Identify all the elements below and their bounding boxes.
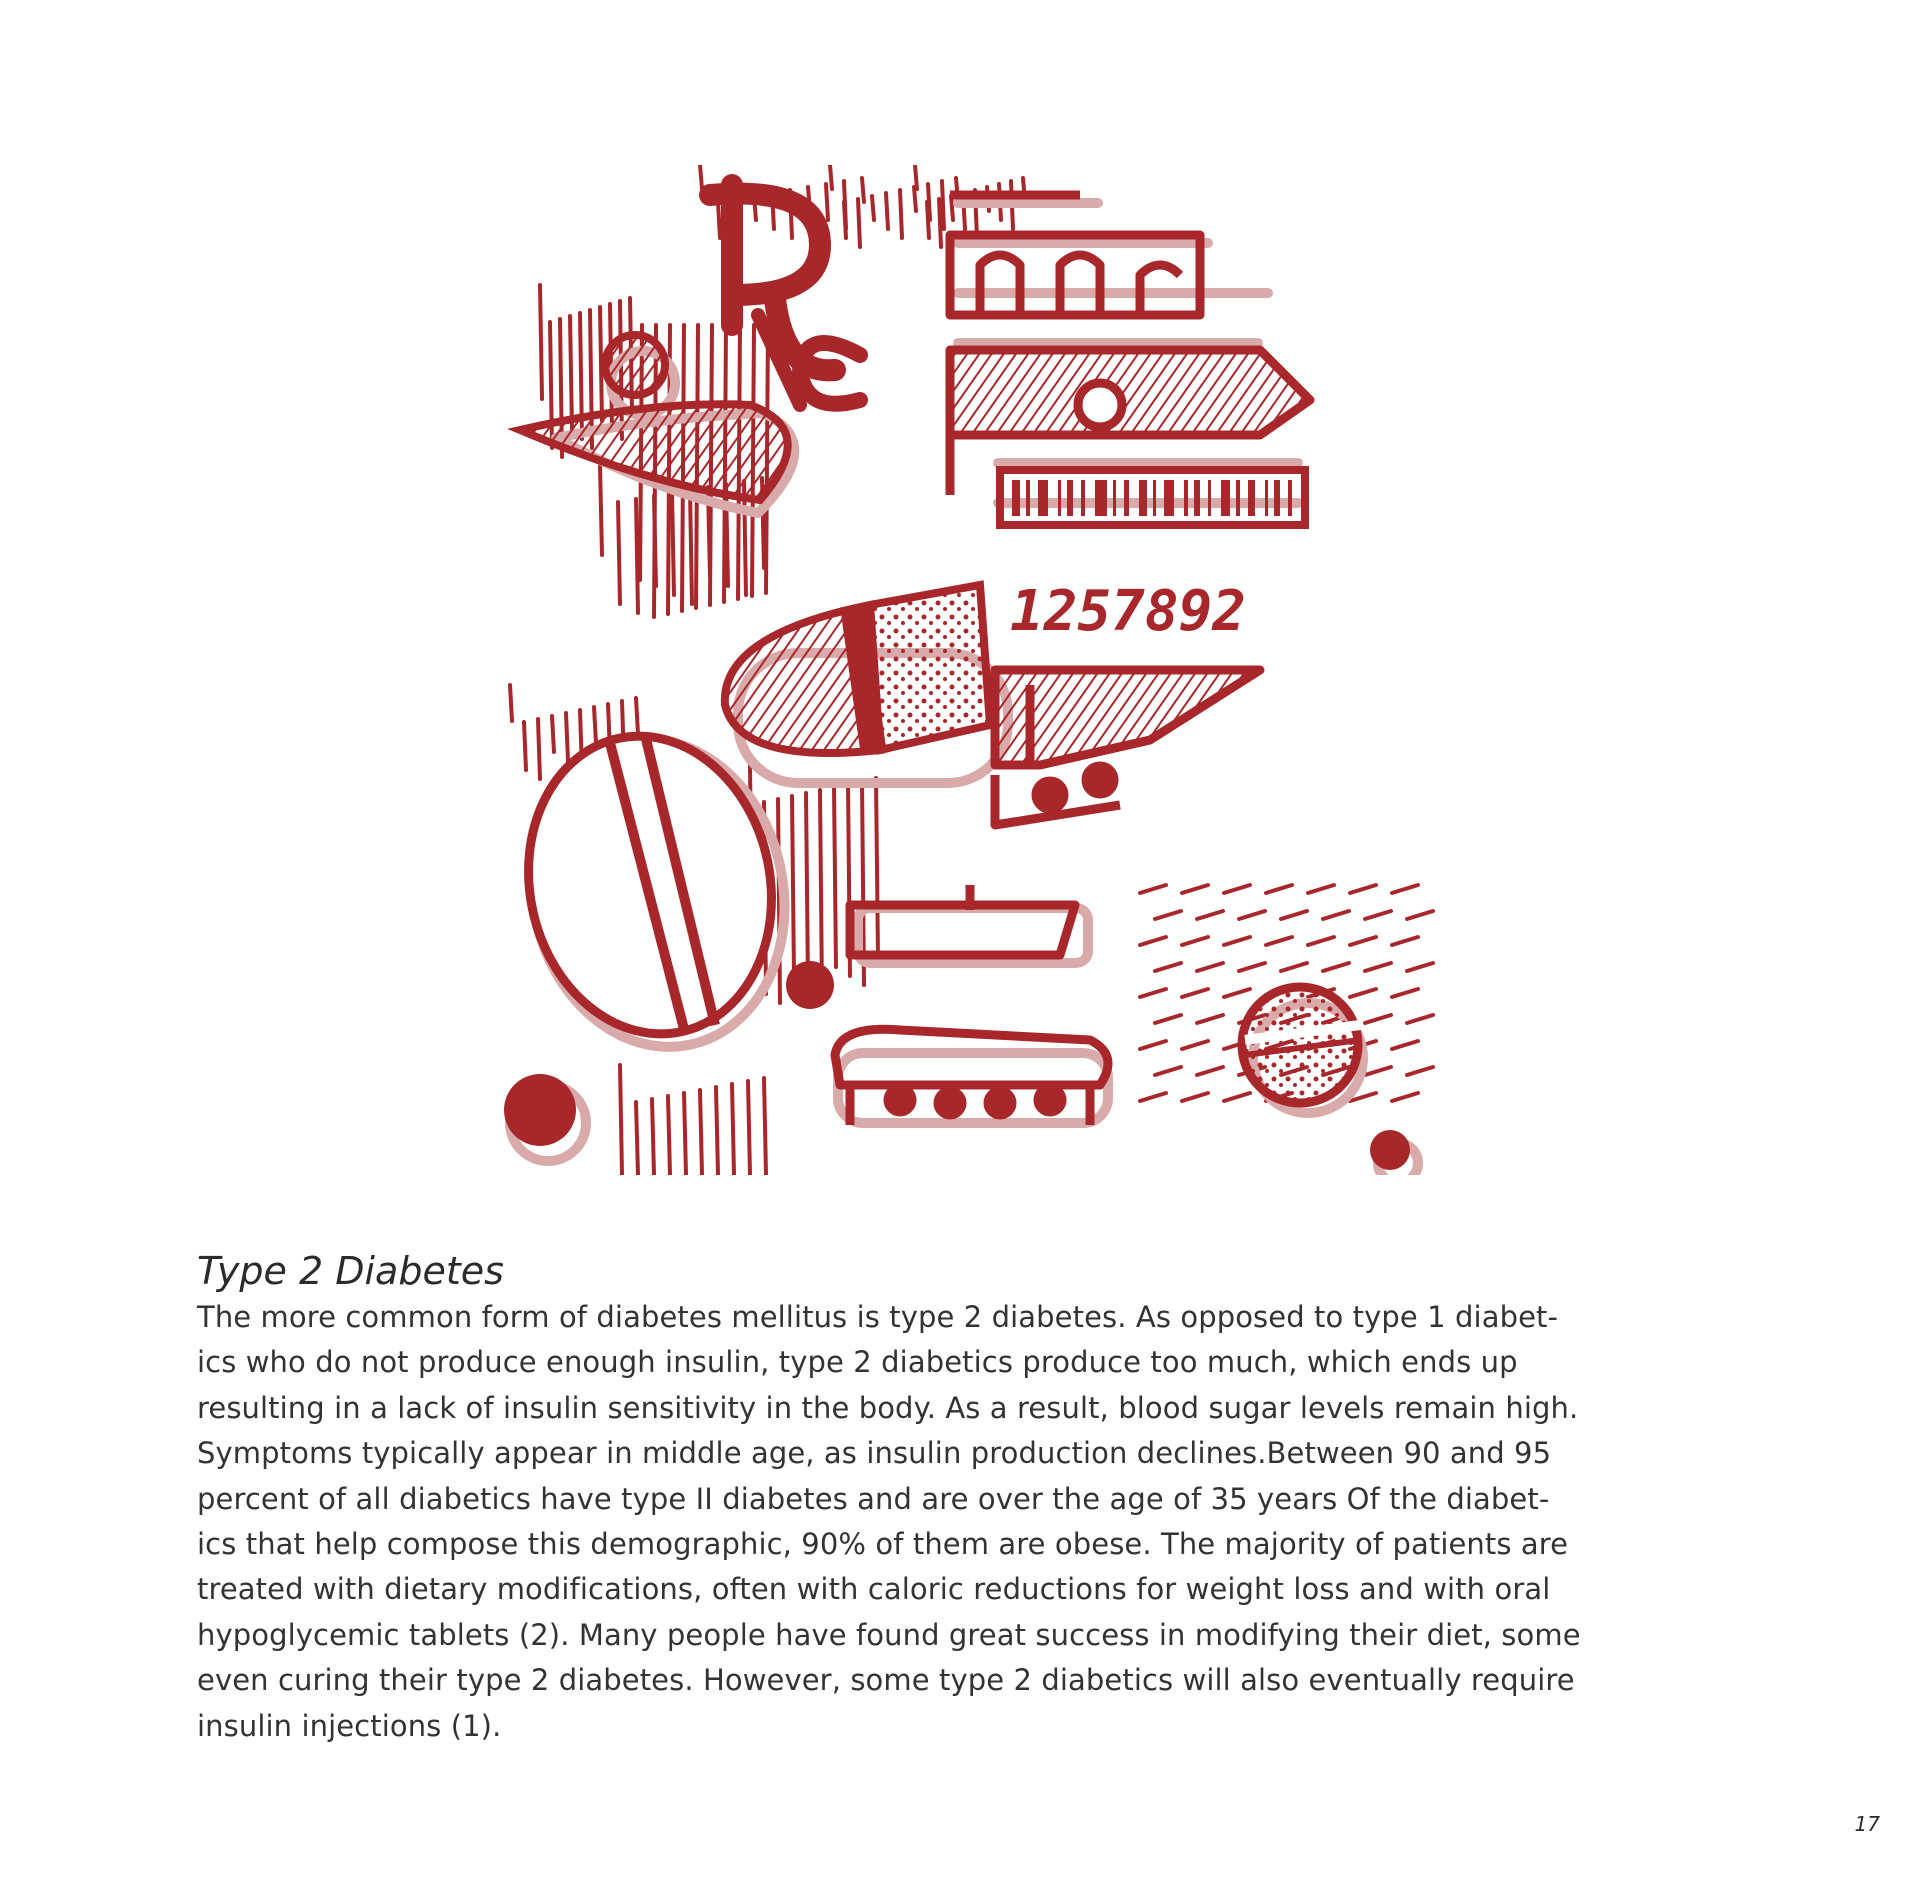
page-number: 17 (1854, 1812, 1880, 1836)
sketch-stroke (826, 184, 828, 220)
sketch-dash (1407, 1067, 1433, 1075)
sketch-stroke (538, 719, 540, 779)
sketch-dash (1155, 1067, 1181, 1075)
barcode-bar (1248, 480, 1255, 516)
barcode-bar (1164, 480, 1174, 516)
barcode-bar (1058, 480, 1061, 516)
sketch-dash (1224, 885, 1250, 893)
sketch-dash (1365, 963, 1391, 971)
sketch-dash (1392, 1041, 1418, 1049)
barcode-number: 1257892 (1010, 579, 1247, 644)
barcode-bar (1038, 480, 1048, 516)
sketch-dash (1140, 937, 1166, 945)
sketch-dash (1182, 937, 1208, 945)
round-pill-icon (1242, 987, 1360, 1103)
sketch-dash (1140, 885, 1166, 893)
sketch-stroke (886, 193, 888, 229)
sketch-dash (1407, 911, 1433, 919)
barcode-bar (1113, 480, 1116, 516)
article-title: Type 2 Diabetes (197, 1249, 504, 1293)
sketch-stroke (915, 165, 917, 189)
sketch-dash (1155, 911, 1181, 919)
sketch-stroke (594, 707, 596, 743)
barcode-icon (1000, 470, 1305, 525)
sketch-stroke (620, 1065, 622, 1175)
sketch-dash (1197, 911, 1223, 919)
sketch-stroke (540, 285, 542, 399)
article (197, 1247, 1797, 1749)
sketch-stroke (876, 778, 878, 958)
sketch-dash (1239, 911, 1265, 919)
sketch-stroke (716, 1087, 718, 1175)
sketch-dash (1281, 963, 1307, 971)
sketch-stroke (684, 1093, 686, 1175)
sketch-dash (1140, 1041, 1166, 1049)
sketch-stroke (872, 196, 874, 220)
sketch-stroke (830, 165, 832, 189)
sketch-stroke (652, 1099, 654, 1175)
barcode-bar (1194, 480, 1200, 516)
barcode-bar (1026, 480, 1030, 516)
sketch-dash (1239, 963, 1265, 971)
sketch-dash (1182, 885, 1208, 893)
sketch-dash (1350, 989, 1376, 997)
sketch-dash (1365, 1015, 1391, 1023)
sketch-stroke (690, 490, 692, 604)
sketch-stroke (566, 713, 568, 761)
barcode-bar (1265, 480, 1268, 516)
sketch-stroke (748, 1081, 750, 1175)
sketch-stroke (600, 465, 602, 555)
sketch-stroke (834, 787, 836, 967)
sketch-dash (1182, 1041, 1208, 1049)
sketch-stroke (700, 165, 702, 189)
barcode-bar (1067, 480, 1073, 516)
sketch-stroke (636, 499, 638, 613)
sketch-dash (1281, 911, 1307, 919)
sketch-dash (1182, 989, 1208, 997)
barcode-bar (1208, 480, 1211, 516)
sketch-stroke (858, 199, 860, 247)
sketch-dash (1365, 911, 1391, 919)
sketch-stroke (524, 722, 526, 770)
sketch-dash (1197, 963, 1223, 971)
sketch-dash (1140, 1093, 1166, 1101)
rx-icon (710, 185, 860, 405)
sketch-dash (1224, 1093, 1250, 1101)
sketch-dash (1392, 1093, 1418, 1101)
sketch-dash (1308, 937, 1334, 945)
sketch-stroke (510, 685, 512, 721)
sketch-dash (1266, 937, 1292, 945)
sketch-dash (1392, 989, 1418, 997)
sketch-stroke (939, 199, 941, 247)
sketch-dash (1392, 937, 1418, 945)
sketch-dash (1266, 885, 1292, 893)
sketch-stroke (718, 202, 720, 238)
sketch-stroke (672, 493, 674, 595)
sketch-stroke (552, 716, 554, 752)
sketch-dash (1224, 937, 1250, 945)
sketch-stroke (732, 1084, 734, 1175)
barcode-bar (1274, 480, 1280, 516)
barcode-bar (1081, 480, 1085, 516)
sketch-dash (1155, 1015, 1181, 1023)
sketch-dash (1140, 989, 1166, 997)
sketch-dash (1350, 937, 1376, 945)
sketch-stroke (900, 190, 902, 238)
sketch-dash (1350, 885, 1376, 893)
sketch-stroke (806, 793, 808, 985)
sketch-stroke (570, 316, 572, 430)
sketch-dash (1407, 1015, 1433, 1023)
sketch-stroke (942, 181, 944, 229)
sketch-stroke (862, 178, 864, 202)
sketch-stroke (618, 502, 620, 604)
sketch-dash (1308, 885, 1334, 893)
barcode-bar (1153, 480, 1156, 516)
barcode-bar (1095, 480, 1107, 516)
sketch-stroke (636, 1102, 638, 1175)
sketch-stroke (927, 202, 929, 238)
sketch-stroke (951, 196, 953, 220)
sketch-dash (1392, 885, 1418, 893)
barcode-bar (1288, 480, 1292, 516)
barcode-bar (1236, 480, 1240, 516)
sketch-stroke (792, 796, 794, 976)
sketch-dash (1197, 1067, 1223, 1075)
article-body: The more common form of diabetes mellitus is type 2 diabetes. As opposed to type 1 diabet- ics who do not produce enough insulin, type 2 diabetics produce too much, which ends up resulting in a lack of insulin sensitivity in the body. As a result, blood sugar levels remain high. Symptoms typically appear in middle age, as insulin production declines.Between 90 and 95 percent of all diabetics have type II diabetes and are over the age of 35 years Of the diabet- ics that help compose this demographic, 90% of them are obese. The majority of patients are treated with dietary modifications, often with caloric reductions for weight loss and with oral hypoglycemic tablets (2). Many people have found great success in modifying their diet, some even curing their type 2 diabetes. However, some type 2 diabetics will also eventually require insulin injections (1). (197, 1300, 1581, 1743)
sketch-stroke (668, 1096, 670, 1175)
sketch-dash (1323, 963, 1349, 971)
sketch-dash (1323, 911, 1349, 919)
sketch-stroke (914, 187, 916, 211)
number-two-illustration (500, 165, 1480, 1175)
sketch-stroke (764, 1078, 766, 1175)
barcode-bar (1184, 480, 1188, 516)
barcode-bar (1139, 480, 1147, 516)
capsule-icon (725, 585, 990, 753)
sketch-dash (1407, 963, 1433, 971)
barcode-bar (1221, 480, 1230, 516)
spatula-icon (995, 670, 1260, 825)
sketch-stroke (844, 202, 846, 238)
sketch-stroke (636, 698, 638, 734)
barcode-bar (1124, 480, 1129, 516)
sketch-dash (1197, 1015, 1223, 1023)
sketch-dash (1182, 1093, 1208, 1101)
barcode-bar (1012, 480, 1020, 516)
sketch-dash (1155, 963, 1181, 971)
sketch-dash (1365, 1067, 1391, 1075)
sketch-dash (1224, 989, 1250, 997)
sketch-stroke (700, 1090, 702, 1175)
